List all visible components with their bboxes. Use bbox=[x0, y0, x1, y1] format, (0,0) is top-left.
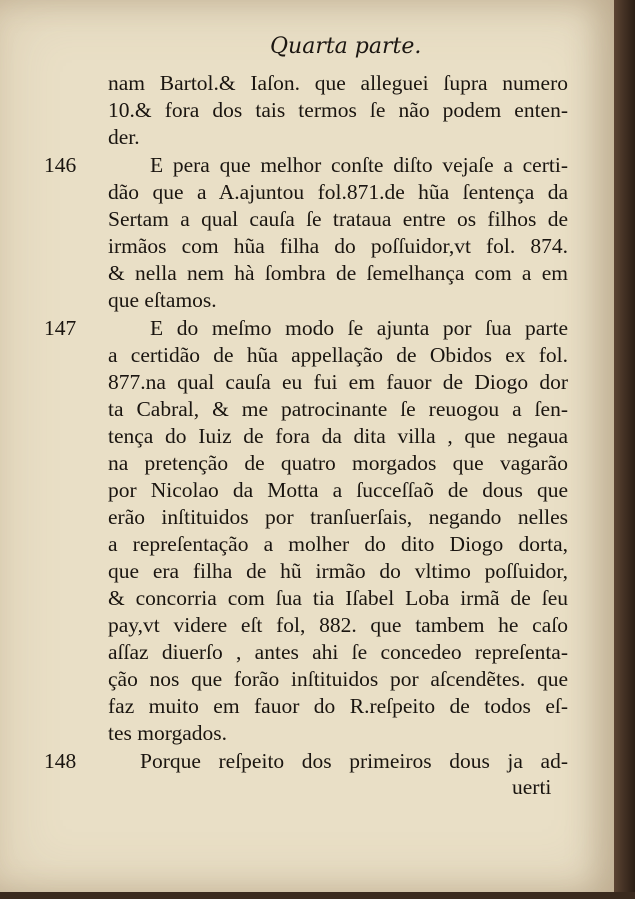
text-line: 877.na qual cauſa eu fui em fauor de Diogo dor bbox=[108, 370, 568, 394]
text-line: pay,vt videre eſt fol, 882. que tambem he caſo bbox=[108, 613, 568, 637]
catchword: uerti bbox=[512, 775, 552, 799]
text-line: nam Bartol.& Iaſon. que alleguei ſupra numero bbox=[108, 71, 568, 95]
text-line: dão que a A.ajuntou fol.871.de hũa ſentença da bbox=[108, 180, 568, 204]
paragraph-number: 146 bbox=[44, 153, 77, 177]
text-line: 10.& fora dos tais termos ſe não podem enten- bbox=[108, 98, 568, 122]
text-line: na pretenção de quatro morgados que vagarão bbox=[108, 451, 568, 475]
text-line: tença do Iuiz de fora da dita villa , que negaua bbox=[108, 424, 568, 448]
text-line: ta Cabral, & me patrocinante ſe reuogou a ſen- bbox=[108, 397, 568, 421]
book-bottom-edge bbox=[0, 892, 635, 899]
text-line: erão inſtituidos por tranſuerſais, negando nelles bbox=[108, 505, 568, 529]
paragraph-number: 148 bbox=[44, 749, 77, 773]
text-line: a repreſentação a molher do dito Diogo dorta, bbox=[108, 532, 568, 556]
text-line: irmãos com hũa filha do poſſuidor,vt fol. 874. bbox=[108, 234, 568, 258]
text-line: E do meſmo modo ſe ajunta por ſua parte bbox=[150, 316, 568, 340]
text-line: que eſtamos. bbox=[108, 288, 217, 312]
text-line: E pera que melhor conſte diſto vejaſe a certi- bbox=[150, 153, 568, 177]
text-line: & nella nem hà ſombra de ſemelhança com a em bbox=[108, 261, 568, 285]
text-line: der. bbox=[108, 125, 140, 149]
text-line: Porque reſpeito dos primeiros dous ja ad- bbox=[140, 749, 568, 773]
running-head: Quarta parte. bbox=[270, 34, 422, 59]
text-line: a certidão de hũa appellação de Obidos ex fol. bbox=[108, 343, 568, 367]
text-line: faz muito em fauor do R.reſpeito de todos eſ- bbox=[108, 694, 568, 718]
paragraph-number: 147 bbox=[44, 316, 77, 340]
text-line: ção nos que forão inſtituidos por aſcendẽtes. que bbox=[108, 667, 568, 691]
text-line: & concorria com ſua tia Iſabel Loba irmã de ſeu bbox=[108, 586, 568, 610]
text-line: aſſaz diuerſo , antes ahi ſe concedeo repreſenta- bbox=[108, 640, 568, 664]
text-line: tes morgados. bbox=[108, 721, 228, 745]
text-line: que era filha de hũ irmão do vltimo poſſuidor, bbox=[108, 559, 568, 583]
text-line: Sertam a qual cauſa ſe trataua entre os filhos de bbox=[108, 207, 568, 231]
text-line: por Nicolao da Motta a ſucceſſaõ de dous que bbox=[108, 478, 568, 502]
book-edge bbox=[614, 0, 635, 899]
